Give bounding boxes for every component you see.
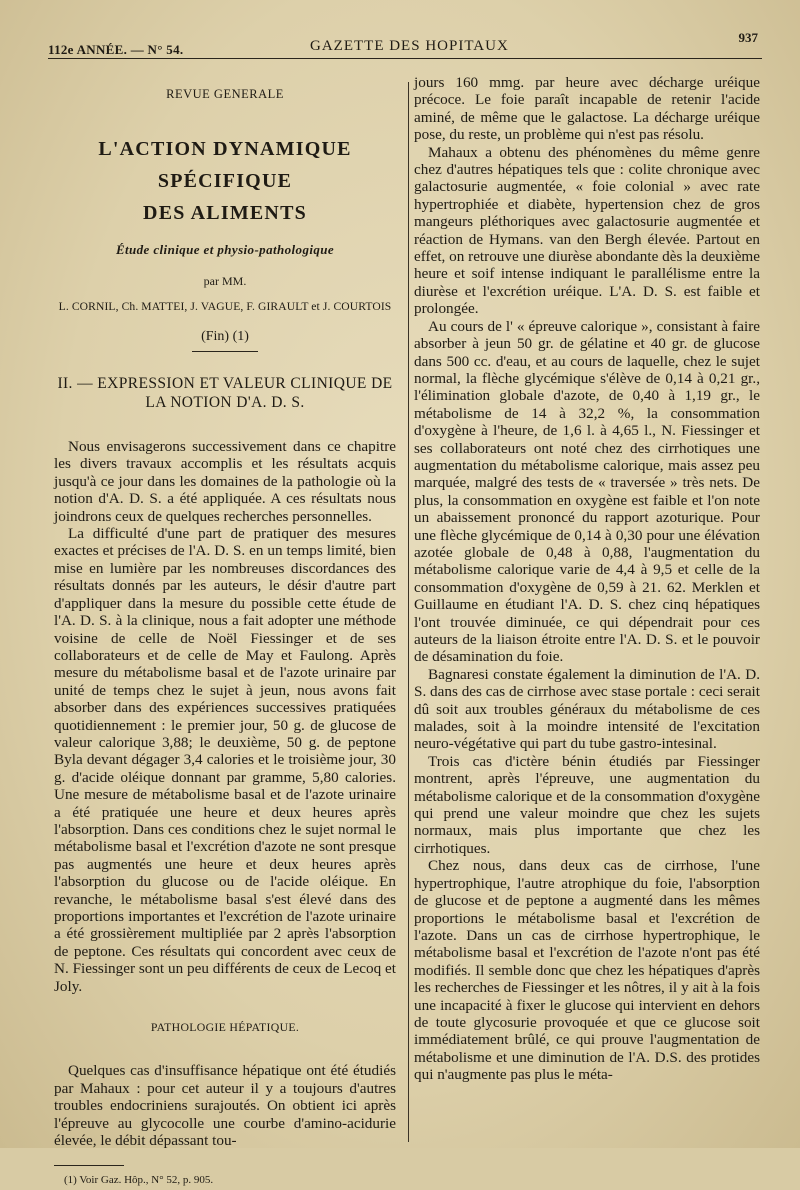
- header-rule: [48, 58, 762, 59]
- authors: L. CORNIL, Ch. MATTEI, J. VAGUE, F. GIRAULT et J. COURTOIS: [58, 300, 392, 314]
- paragraph: Bagnaresi constate également la diminution de l'A. D. S. dans des cas de cirrhose avec stase portale : ceci serait dû soit aux troubles généraux du métabolisme de ces malades, soit à la moindre intensité de l'excitation neuro-végétative qui part du tube gastro-intesinal.: [414, 665, 760, 753]
- article-title: [54, 133, 396, 229]
- paragraph: Quelques cas d'insuffisance hépatique ont été étudiés par Mahaux : pour cet auteur il y a toujours d'autres troubles endocriniens surajoutés. On obtient ici après l'épreuve au glycocolle une courbe d'amino-acidurie élevée, le débit dépassant tou-: [54, 1062, 396, 1150]
- title-divider: [192, 351, 258, 352]
- right-column: [414, 74, 760, 1084]
- sub-section-title: PATHOLOGIE HÉPATIQUE.: [150, 1020, 300, 1035]
- continuation-note: (Fin) (1): [201, 328, 249, 344]
- journal-title: GAZETTE DES HOPITAUX: [310, 38, 509, 54]
- article-title-line-2: DES ALIMENTS: [143, 202, 307, 225]
- paragraph: jours 160 mmg. par heure avec décharge uréique précoce. Le foie paraît incapable de retenir l'acide aminé, de même que le galactose. La décharge uréique pose, du reste, un problème qui n'est pas résolu.: [414, 74, 760, 144]
- page-number: 937: [738, 30, 758, 45]
- paragraph: Chez nous, dans deux cas de cirrhose, l'une hypertrophique, l'autre atrophique du foie, l'absorption de glucose et de peptone a augmenté dans les mêmes proportions le métabolisme basal et l'excrétion de l'azote. Dans un cas de cirrhose hypertrophique, le métabolisme basal et l'excrétion de l'azote n'ont pas été modifiés. Il semble donc que chez les hépatiques d'après les recherches de Fiessinger et les nôtres, il y ait à la fois une incapacité à fixer le glucose qui intervient en dehors de toute glycosurie provoquée et que ce glucose soit immédiatement brûlé, ce qui prouve l'augmentation de métabolisme et une diminution de l'A. D.S. des protides qui n'augmente pas plus le méta-: [414, 857, 760, 1084]
- paragraph: Mahaux a obtenu des phénomènes du même genre chez d'autres hépatiques tels que : colite chronique avec galactosurie augmentée, « foie colonial » avec rate hypertrophiée et diabète, hypertension chez de gros mangeurs pléthoriques avec galactosurie augmentée et réaction de Hymans. van den Bergh élevée. Partout en effet, on retrouve une diurèse abondante dès la deuxième heure et soif intense indiquant le parallélisme entre la diurèse et l'excrétion uréique. L'A. D. S. est faible et prolongée.: [414, 143, 760, 318]
- paragraph: La difficulté d'une part de pratiquer des mesures exactes et précises de l'A. D. S. en un temps limité, bien mise en lumière par les nombreuses discordances des résultats donnés par les auteurs, le désir d'autre part d'appliquer dans la mesure du possible cette étude de l'A. D. S. à la clinique, nous a fait adopter une méthode voisine de celle de Noël Fiessinger et de ses collaborateurs et de celle de May et Faulong. Après mesure du métabolisme basal et de l'azote urinaire par unité de temps chez le sujet à jeun, nous avons fait absorber dans des expériences successives pratiquées quotidiennement : le premier jour, 50 g. de glucose de valeur calorique 3,88; le deuxième, 50 g. de peptone Byla devant dégager 3,4 calories et le troisième jour, 30 g. d'acide oléique donnant par gramme, 5,80 calories. Une mesure de métabolisme basal et de l'azote urinaire a été pratiquée une heure et deux heures après l'absorption. Dans ces conditions chez le sujet normal le métabolisme basal et l'excrétion d'azote ne sont presque pas augmentés une heure et deux heures après l'absorption du glucose ou de l'acide oléique. En revanche, le métabolisme basal s'est élevé dans des proportions importantes et l'excrétion de l'azote urinaire a été grossièrement multipliée par 2 après l'absorption de peptone. Ces résultats qui concordent avec ceux de N. Fiessinger sont un peu différents de ceux de Lecoq et Joly.: [54, 525, 396, 995]
- paragraph: Au cours de l' « épreuve calorique », consistant à faire absorber à jeun 50 gr. de gélatine et 40 gr. de glucose dans 500 cc. d'eau, et au cours de laquelle, chez le sujet normal, la flèche glycémique s'élève de 0,14 à 0,21 gr., l'élimination globale d'azote, de 0,40 à 1,19 gr., le métabolisme de 14 à 32,2 %, la consommation d'oxygène à l'heure, de 1,6 l. à 4,65 l., N. Fiessinger et ses collaborateurs ont noté chez des cirrhotiques une augmentation du métabolisme calorique, mais assez peu marquée, malgré des tests de « traversée » très nets. De plus, la consommation en oxygène est faible et l'on note un abaissement prononcé du rapport azoturique. Pour une flèche glycémique de 0,14 à 0,30 pour une élévation azotée globale de 0,48 à 0,88, l'augmentation du métabolisme calorique varie de 4,4 à 9,5 et celle de la consommation d'oxygène de 0,59 à 21. 62. Merklen et Guillaume en étudiant l'A. D. S. chez cinq hépatiques l'ont trouvée diminuée, ce qui dépendrait pour ces auteurs de la liaison étroite entre l'A. D. S. et le pouvoir de désamination du foie.: [414, 317, 760, 666]
- column-divider: [408, 82, 409, 1142]
- footnote-rule: [54, 1165, 124, 1166]
- left-column: [54, 72, 396, 1190]
- section-title: II. — EXPRESSION ET VALEUR CLINIQUE DE LA NOTION D'A. D. S.: [57, 375, 393, 412]
- paragraph: Nous envisagerons successivement dans ce chapitre les divers travaux accomplis et les résultats acquis jusqu'à ce jour dans les domaines de la pathologie où la notion d'A. D. S. a été appliquée. A ces résultats nous joindrons ceux de quelques recherches personnelles.: [54, 438, 396, 525]
- article-subtitle: Étude clinique et physio-pathologique: [115, 242, 335, 258]
- issue-number: 112e ANNÉE. — N° 54.: [48, 42, 184, 57]
- byline-prefix: par MM.: [203, 273, 247, 288]
- footnote: (1) Voir Gaz. Hôp., N° 52, p. 905.: [64, 1174, 214, 1187]
- paragraph: Trois cas d'ictère bénin étudiés par Fiessinger montrent, après l'épreuve, une augmentation du métabolisme calorique et de la consommation d'oxygène qui prend une valeur moindre que chez les sujets normaux, mais plus importante que chez les cirrhotiques.: [414, 752, 760, 857]
- article-kicker: REVUE GENERALE: [166, 87, 284, 101]
- article-title-line-1: L'ACTION DYNAMIQUE SPÉCIFIQUE: [98, 138, 352, 193]
- page-header: [48, 30, 760, 58]
